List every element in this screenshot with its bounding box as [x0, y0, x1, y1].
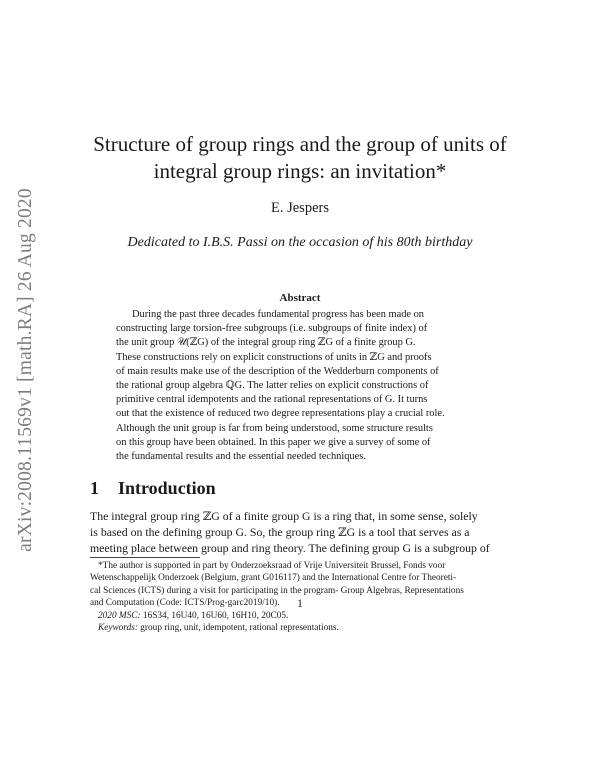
abstract-line: the fundamental results and the essential needed techniques.: [116, 451, 366, 463]
dedication: Dedicated to I.B.S. Passi on the occasion of his 80th birthday: [127, 235, 473, 250]
msc-line: [90, 610, 510, 622]
abstract-body: [116, 308, 484, 464]
abstract-line: of main results make use of the description of the Wedderburn components of: [116, 365, 439, 377]
footnote-line: Wetenschappelijk Onderzoek (Belgium, grant G016117) and the International Centre for Theoreti-: [90, 573, 457, 584]
page-number: 1: [297, 598, 303, 610]
keywords-value: group ring, unit, idempotent, rational representations.: [137, 623, 339, 634]
title-line-1: Structure of group rings and the group of units of: [93, 132, 507, 156]
abstract-line: Although the unit group is far from being understood, some structure results: [116, 422, 433, 434]
intro-paragraph: [90, 508, 510, 557]
section-number: 1: [90, 478, 99, 498]
title-line-2: integral group rings: an invitation*: [153, 159, 447, 183]
footnote-line: *The author is supported in part by Onderzoeksraad of Vrije Universiteit Brussel, Fonds voor: [98, 561, 446, 571]
abstract-line: primitive central idempotents and the rational representations of G. It turns: [116, 394, 428, 406]
abstract-line: the rational group algebra ℚG. The latter relies on explicit constructions of: [116, 380, 429, 392]
msc-value: 16S34, 16U40, 16U60, 16H10, 20C05.: [140, 610, 289, 621]
intro-line: meeting place between group and ring theory. The defining group G is a subgroup of: [90, 541, 490, 556]
abstract-line: out that the existence of reduced two degree representations play a crucial role.: [116, 408, 445, 420]
author-name: E. Jespers: [271, 200, 329, 216]
section-title: Introduction: [118, 478, 216, 498]
footnote-divider: [90, 557, 200, 558]
abstract-line: constructing large torsion-free subgroups (i.e. subgroups of finite index) of: [116, 323, 428, 335]
section-heading: [90, 478, 216, 499]
abstract-line: the unit group 𝒰(ℤG) of the integral group ring ℤG of a finite group G.: [116, 337, 416, 349]
arxiv-stamp-text: arXiv:2008.11569v1 [math.RA] 26 Aug 2020: [15, 188, 37, 552]
abstract-line: During the past three decades fundamental progress has been made on: [132, 309, 424, 320]
keywords-line: [90, 622, 510, 634]
abstract-line: These constructions rely on explicit constructions of units in ℤG and proofs: [116, 351, 432, 363]
arxiv-identifier-stamp: [12, 170, 40, 570]
paper-title: [70, 131, 530, 185]
intro-line: The integral group ring ℤG of a finite group G is a ring that, in some sense, solely: [90, 509, 478, 523]
footnote-line: cal Sciences (ICTS) during a visit for participating in the program- Group Algebras, Representations: [90, 585, 464, 596]
abstract-line: on this group have been obtained. In this paper we give a survey of some of: [116, 436, 431, 448]
abstract-heading: Abstract: [279, 292, 321, 304]
keywords-label: Keywords:: [98, 623, 138, 634]
footnote-line: and Computation (Code: ICTS/Prog-garc2019/10).: [90, 598, 280, 609]
msc-label: 2020 MSC:: [98, 610, 141, 621]
intro-line: is based on the defining group G. So, the group ring ℤG is a tool that serves as a: [90, 525, 470, 540]
